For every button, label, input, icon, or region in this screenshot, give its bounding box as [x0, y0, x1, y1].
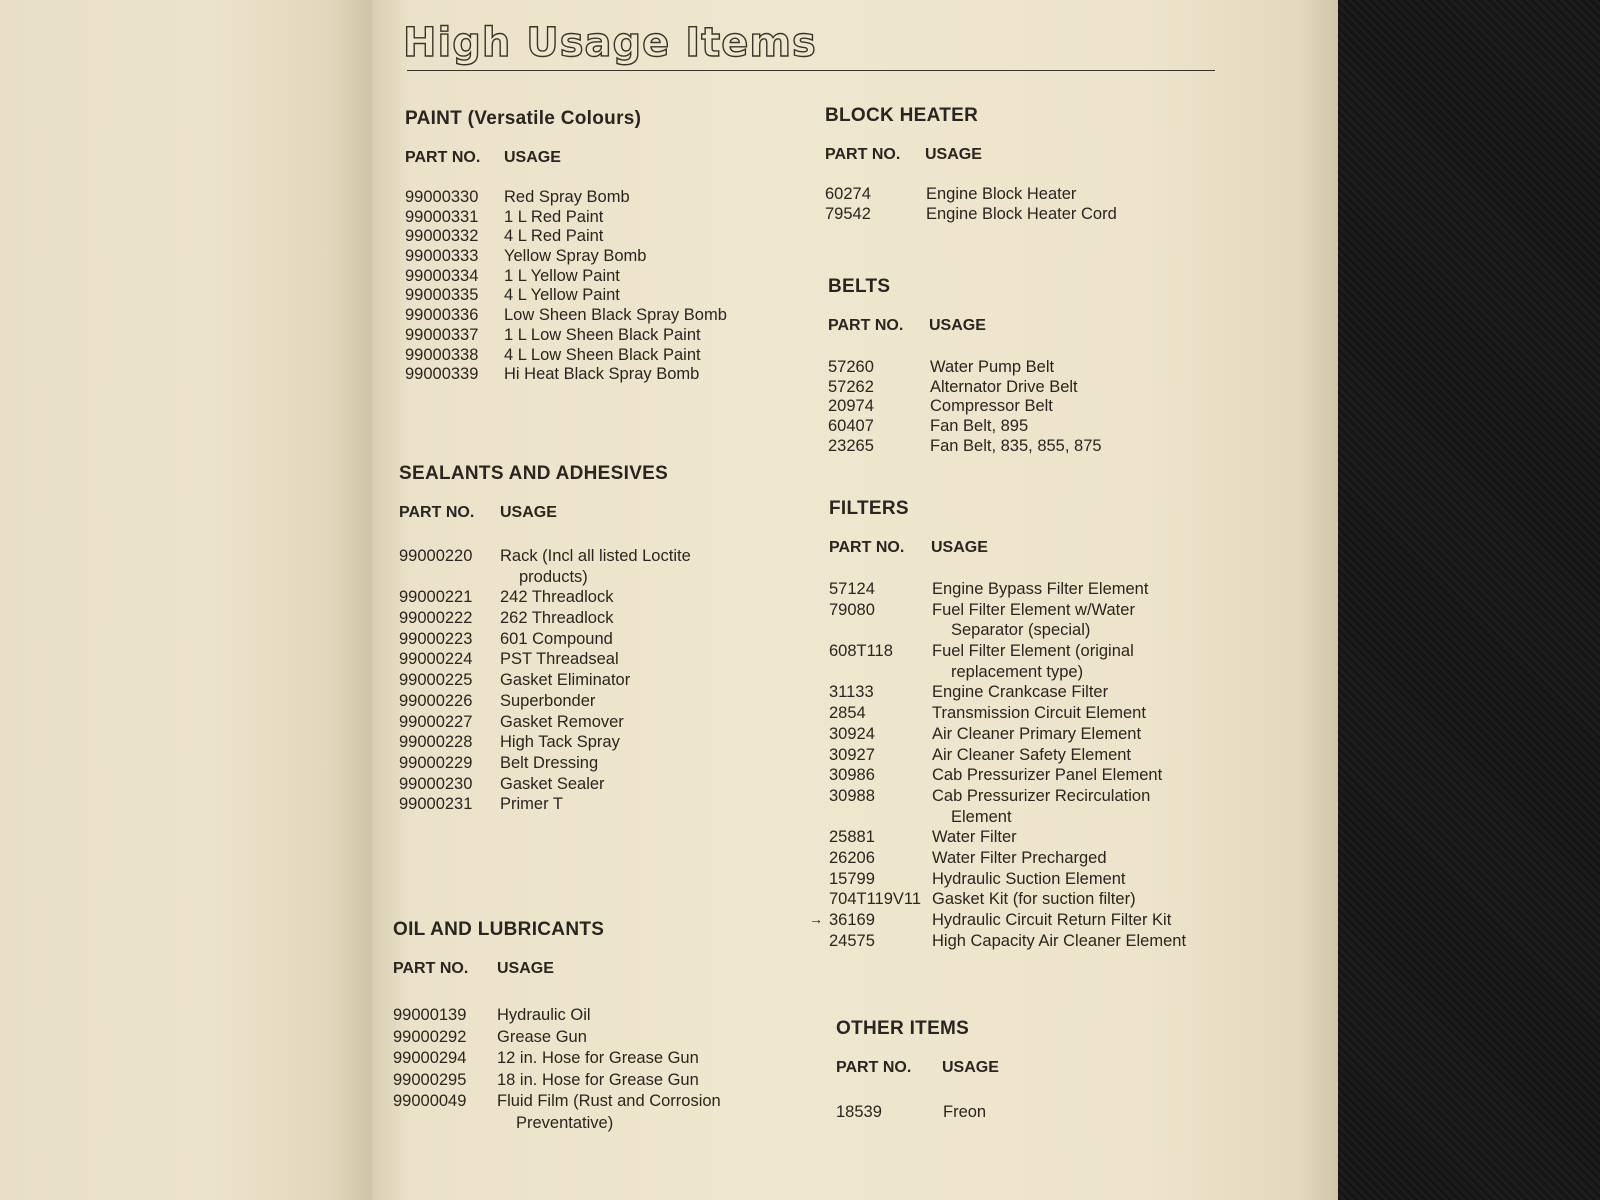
usage-text: Belt Dressing [500, 753, 599, 772]
usage-text: Hydraulic Oil [497, 1006, 591, 1024]
arrow-marker-icon: → [809, 911, 823, 928]
part-number: 99000220 [399, 547, 473, 565]
usage-text: 4 L Low Sheen Black Paint [504, 345, 701, 364]
part-number: 24575 [829, 931, 875, 950]
part-number: 57260 [828, 358, 874, 376]
usage-text: High Capacity Air Cleaner Element [932, 931, 1187, 950]
filters-heading: FILTERS [829, 498, 909, 519]
part-number: 99000338 [405, 345, 479, 364]
part-number: 704T119V11 [829, 890, 922, 909]
usage-text: Water Filter Precharged [932, 848, 1107, 867]
usage-text: Hydraulic Suction Element [932, 869, 1126, 888]
block-heater-section [825, 105, 1117, 223]
part-no-header: PART NO. [399, 504, 475, 521]
usage-text: Rack (Incl all listed Loctite [500, 547, 691, 565]
usage-text: Freon [943, 1103, 987, 1121]
usage-text-continued: products) [519, 567, 588, 586]
usage-text: Water Filter [932, 828, 1017, 847]
part-number: 608T118 [829, 642, 893, 661]
usage-text: Gasket Kit (for suction filter) [932, 890, 1136, 909]
part-number: 36169 [829, 911, 875, 930]
usage-text: Hi Heat Black Spray Bomb [504, 365, 700, 384]
part-number: 99000226 [399, 691, 473, 710]
sealants-heading: SEALANTS AND ADHESIVES [399, 463, 669, 484]
part-number: 99000330 [405, 188, 479, 206]
usage-text: 601 Compound [500, 629, 613, 648]
usage-text: Gasket Remover [500, 712, 624, 731]
part-number: 99000332 [405, 227, 479, 246]
background-surface [1338, 0, 1600, 1200]
usage-text: 1 L Low Sheen Black Paint [504, 325, 701, 344]
part-no-header: PART NO. [836, 1059, 912, 1076]
usage-text: 1 L Red Paint [504, 207, 604, 226]
usage-text: Red Spray Bomb [504, 188, 630, 206]
part-number: 79080 [829, 600, 875, 619]
page-title: High Usage Items [403, 20, 817, 66]
usage-header: USAGE [497, 960, 554, 977]
part-number: 99000337 [405, 325, 479, 344]
part-number: 30986 [829, 766, 875, 785]
usage-header: USAGE [931, 539, 988, 556]
other-items-section [836, 1018, 999, 1121]
usage-text: Fan Belt, 895 [930, 417, 1029, 436]
part-number: 20974 [828, 397, 874, 416]
usage-text: 1 L Yellow Paint [504, 266, 620, 285]
oil-section [393, 919, 721, 1132]
usage-text: Engine Bypass Filter Element [932, 580, 1149, 598]
usage-text: Primer T [500, 795, 563, 814]
part-number: 57262 [828, 377, 874, 396]
part-number: 57124 [829, 580, 875, 598]
part-number: 15799 [829, 869, 875, 888]
usage-text: 12 in. Hose for Grease Gun [497, 1049, 699, 1067]
part-number: 60407 [828, 417, 874, 436]
sealants-section [399, 463, 691, 814]
usage-text: Superbonder [500, 691, 596, 710]
usage-text: Cab Pressurizer Panel Element [932, 766, 1163, 785]
usage-text-continued: Separator (special) [951, 621, 1091, 640]
part-number: 23265 [828, 436, 874, 455]
usage-text-continued: Element [951, 807, 1012, 826]
usage-text: Alternator Drive Belt [930, 377, 1078, 396]
usage-text: Yellow Spray Bomb [504, 247, 647, 266]
part-number: 26206 [829, 848, 875, 867]
usage-text: 242 Threadlock [500, 588, 614, 607]
usage-text: High Tack Spray [500, 733, 620, 752]
part-no-header: PART NO. [825, 146, 901, 163]
part-number: 30924 [829, 724, 875, 743]
part-number: 99000331 [405, 207, 479, 226]
usage-text: Air Cleaner Safety Element [932, 745, 1132, 764]
usage-text: Fuel Filter Element w/Water [932, 600, 1135, 619]
oil-heading: OIL AND LUBRICANTS [393, 919, 605, 940]
paint-heading: PAINT (Versatile Colours) [405, 108, 642, 129]
part-no-header: PART NO. [828, 317, 904, 334]
part-number: 79542 [825, 204, 871, 223]
usage-text: PST Threadseal [500, 650, 619, 669]
belts-section [828, 276, 1102, 455]
part-number: 99000335 [405, 286, 479, 305]
usage-text: Gasket Eliminator [500, 671, 631, 690]
part-number: 30927 [829, 745, 875, 764]
usage-header: USAGE [500, 504, 557, 521]
part-number: 99000225 [399, 671, 473, 690]
usage-text: Air Cleaner Primary Element [932, 724, 1142, 743]
usage-text: Cab Pressurizer Recirculation [932, 786, 1151, 805]
usage-text: 262 Threadlock [500, 609, 614, 628]
filters-section [809, 498, 1187, 950]
usage-header: USAGE [504, 149, 561, 166]
part-number: 25881 [829, 828, 875, 847]
part-number: 99000139 [393, 1006, 467, 1024]
usage-text: Hydraulic Circuit Return Filter Kit [932, 911, 1172, 930]
usage-text: Low Sheen Black Spray Bomb [504, 306, 727, 325]
part-number: 99000221 [399, 588, 473, 607]
part-number: 30988 [829, 786, 875, 805]
block-heater-heading: BLOCK HEATER [825, 105, 979, 126]
part-number: 99000292 [393, 1027, 467, 1046]
usage-text: Water Pump Belt [930, 358, 1055, 376]
part-number: 99000230 [399, 774, 473, 793]
usage-text: Engine Block Heater [926, 185, 1077, 203]
part-no-header: PART NO. [405, 149, 481, 166]
part-number: 60274 [825, 185, 871, 203]
part-number: 99000049 [393, 1092, 467, 1110]
usage-text: Engine Block Heater Cord [926, 204, 1117, 223]
part-number: 99000231 [399, 795, 473, 814]
part-number: 99000224 [399, 650, 473, 669]
part-number: 99000229 [399, 753, 473, 772]
part-number: 99000339 [405, 365, 479, 384]
part-number: 31133 [829, 683, 874, 702]
part-number: 99000333 [405, 247, 479, 266]
part-no-header: PART NO. [393, 960, 469, 977]
belts-heading: BELTS [828, 276, 891, 297]
usage-header: USAGE [925, 146, 982, 163]
usage-text: Fuel Filter Element (original [932, 642, 1134, 661]
usage-text: Compressor Belt [930, 397, 1053, 416]
usage-text: Grease Gun [497, 1027, 587, 1046]
part-number: 2854 [829, 704, 866, 723]
part-number: 99000334 [405, 266, 479, 285]
usage-text: Gasket Sealer [500, 774, 605, 793]
usage-text: 4 L Yellow Paint [504, 286, 620, 305]
part-number: 99000222 [399, 609, 473, 628]
usage-text: Fluid Film (Rust and Corrosion [497, 1092, 721, 1110]
usage-text: Fan Belt, 835, 855, 875 [930, 436, 1102, 455]
part-number: 99000295 [393, 1070, 467, 1089]
usage-text-continued: Preventative) [516, 1113, 614, 1132]
usage-text-continued: replacement type) [951, 662, 1084, 681]
part-number: 18539 [836, 1103, 882, 1121]
usage-header: USAGE [929, 317, 986, 334]
usage-text: Engine Crankcase Filter [932, 683, 1109, 702]
other-items-heading: OTHER ITEMS [836, 1018, 970, 1039]
paint-section [405, 108, 727, 384]
usage-header: USAGE [942, 1059, 999, 1076]
usage-text: Transmission Circuit Element [932, 704, 1146, 723]
part-number: 99000223 [399, 629, 473, 648]
part-no-header: PART NO. [829, 539, 905, 556]
usage-text: 18 in. Hose for Grease Gun [497, 1070, 699, 1089]
title-rule [407, 70, 1215, 71]
part-number: 99000228 [399, 733, 473, 752]
left-page [0, 0, 372, 1200]
part-number: 99000336 [405, 306, 479, 325]
part-number: 99000294 [393, 1049, 467, 1067]
part-number: 99000227 [399, 712, 473, 731]
usage-text: 4 L Red Paint [504, 227, 604, 246]
